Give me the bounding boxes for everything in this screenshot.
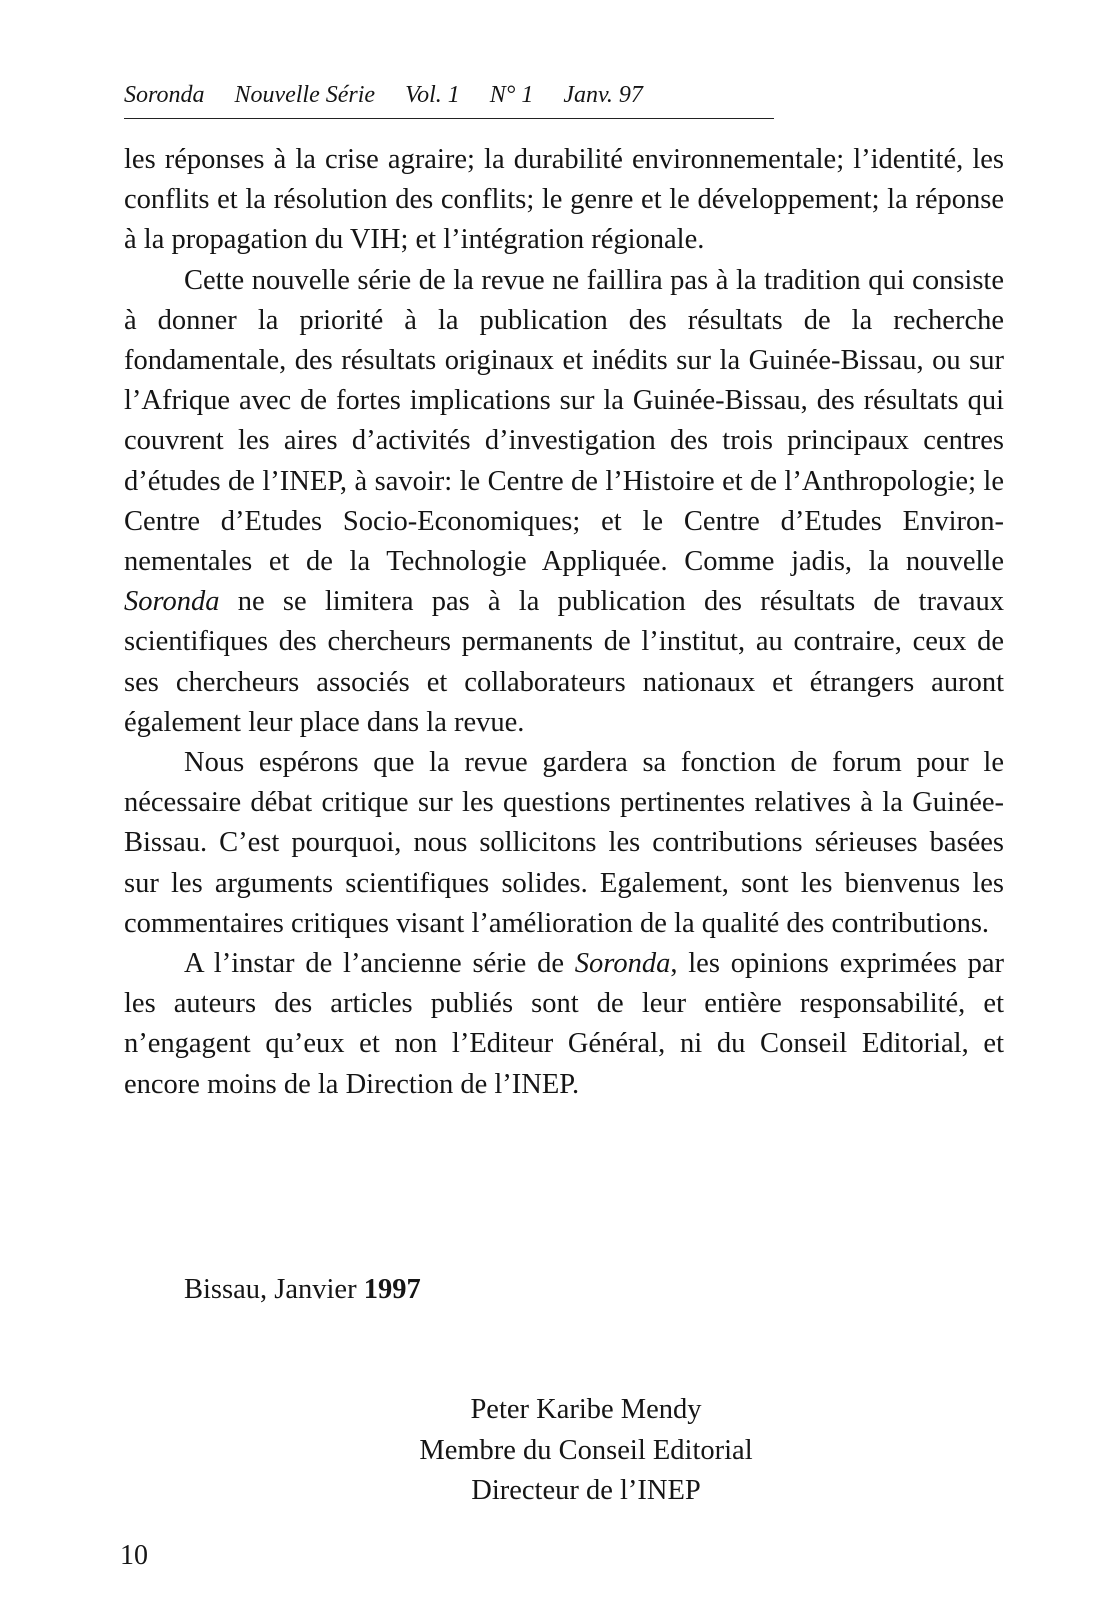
- issue-date: Janv. 97: [563, 82, 643, 108]
- volume: Vol. 1: [405, 82, 460, 108]
- paragraph-2-part-2: ne se limitera pas à la publication des résultats de travaux scientifiques des chercheurs permanents de l’institut, au contraire, ceux de ses chercheurs associés et collaborateurs nationaux et étrangers auront également leur place dans la revue.: [124, 586, 1005, 738]
- issue-number: N° 1: [489, 82, 534, 108]
- journal-title-italic: Soronda: [574, 948, 671, 980]
- signatory-role-1: Membre du Conseil Editorial: [419, 1434, 753, 1466]
- body-text: [124, 140, 1004, 1105]
- page-number: 10: [120, 1540, 148, 1571]
- signatory-role-2: Directeur de l’INEP: [471, 1475, 701, 1506]
- running-head: [124, 80, 774, 119]
- paragraph-4: [124, 944, 1004, 1105]
- paragraph-2-part-1: Cette nouvelle série de la revue ne faillira pas à la tradition qui consiste à donner la priorité à la publication des résultats de la recherche fondamentale, des résultats originaux et inédits sur la Guinée-Bissau, ou sur l’Afrique avec de fortes implications sur la Guinée-Bissau, des résultats qui couvrent les aires d’activités d’investigation des trois principaux centres d’études de l’INEP, à savoir: le Centre de l’Histoire et de l’Anthropologie; le Centre d’Etudes Socio-Economiques; et le Centre d’Etudes Environnementales et de la Technologie Appliquée. Comme jadis, la nouvelle: [124, 264, 1004, 578]
- paragraph-3: Nous espérons que la revue gardera sa fonction de forum pour le nécessaire débat critique sur les questions pertinentes relatives à la Guinée-Bissau. C’est pourquoi, nous sollicitons les contributions sérieuses basées sur les arguments scientifiques solides. Egalement, sont les bienvenus les commentaires critiques visant l’amélioration de la qualité des contributions.: [124, 747, 1004, 939]
- paragraph-2: [124, 261, 1004, 743]
- dateline: [184, 1272, 421, 1308]
- journal-name: Soronda: [124, 82, 205, 108]
- paragraph-4-part-1: A l’instar de l’ancienne série de: [184, 948, 564, 980]
- dateline-place: Bissau, Janvier: [184, 1274, 357, 1305]
- signatory-name: Peter Karibe Mendy: [470, 1394, 702, 1425]
- paragraph-1: les réponses à la crise agraire; la durabilité environnementale; l’identité, les conflits et la résolution des conflits; le genre et le développement; la réponse à la propagation du VIH; et l’intégration régionale.: [124, 144, 1004, 256]
- dateline-year: 1997: [363, 1274, 421, 1305]
- series-name: Nouvelle Série: [234, 82, 376, 108]
- paragraph-4-part-2: , les opinions exprimées par les auteurs des articles publiés sont de leur entière responsabilité, et n’engagent qu’eux et non l’Editeur Général, ni du Conseil Editorial, et encore moins de la Direction de l’INEP.: [124, 948, 1004, 1100]
- journal-title-italic: Soronda: [124, 586, 220, 618]
- signature-block: [400, 1390, 772, 1512]
